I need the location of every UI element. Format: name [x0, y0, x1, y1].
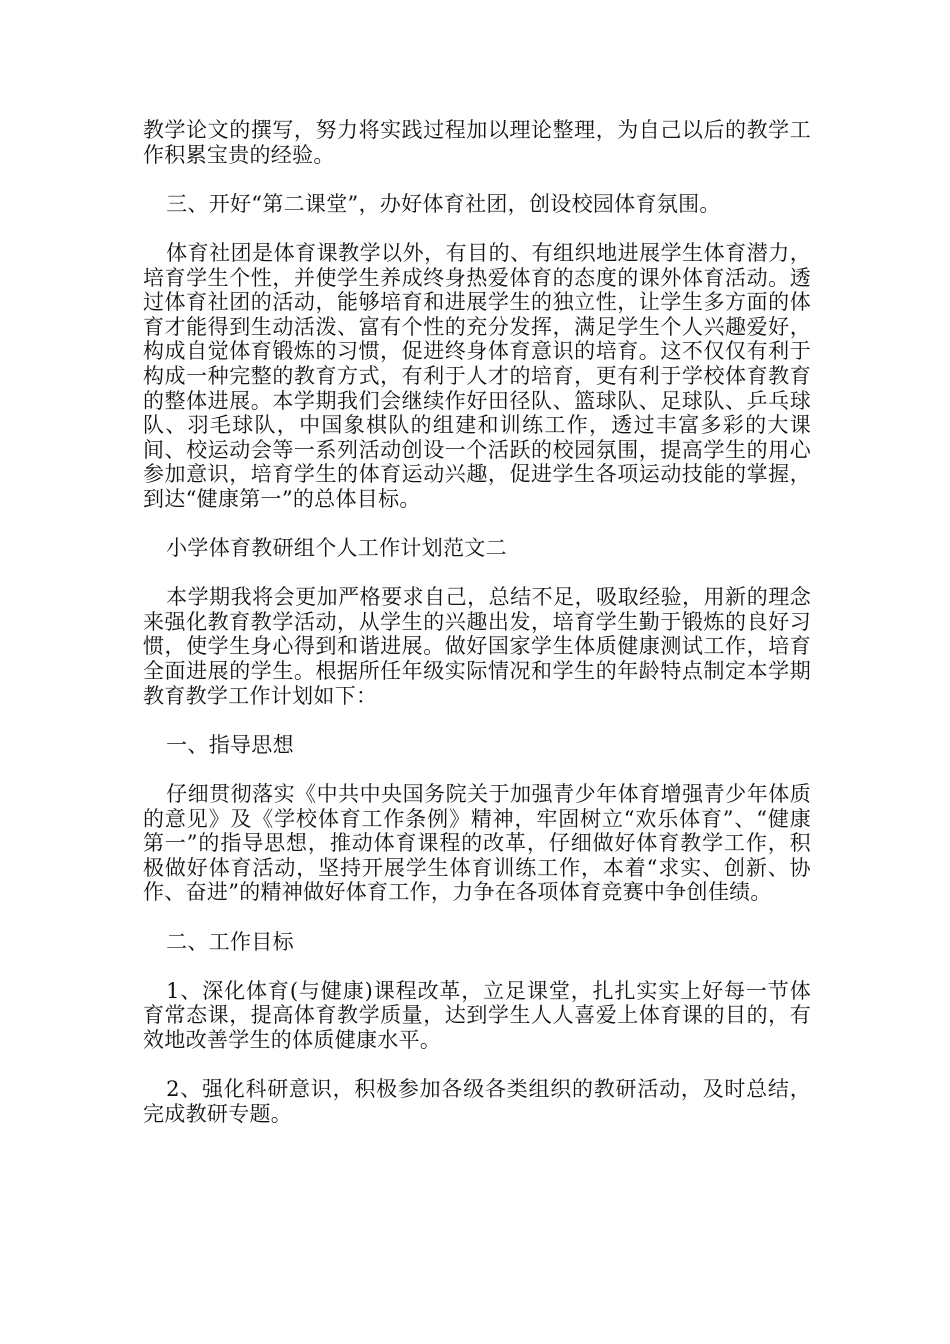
paragraph-continuation: 教学论文的撰写，努力将实践过程加以理论整理，为自己以后的教学工作积累宝贵的经验。	[143, 118, 811, 167]
paragraph-guiding-ideology: 仔细贯彻落实《中共中央国务院关于加强青少年体育增强青少年体质的意见》及《学校体育工作条例》精神，牢固树立“欢乐体育”、“健康第一”的指导思想，推动体育课程的改革，仔细做好体育教学工作，积极做好体育活动，坚持开展学生体育训练工作，本着“求实、创新、协作、奋进”的精神做好体育工作，力争在各项体育竞赛中争创佳绩。	[143, 782, 811, 905]
section-heading-1: 一、指导思想	[166, 732, 294, 757]
goal-item-1: 1、深化体育(与健康)课程改革，立足课堂，扎扎实实上好每一节体育常态课，提高体育教学质量，达到学生人人喜爱上体育课的目的，有效地改善学生的体质健康水平。	[143, 978, 811, 1052]
document-title-2: 小学体育教研组个人工作计划范文二	[166, 536, 507, 561]
section-heading-3: 三、开好“第二课堂”，办好体育社团，创设校园体育氛围。	[166, 191, 721, 216]
paragraph-sports-clubs: 体育社团是体育课教学以外，有目的、有组织地进展学生体育潜力，培育学生个性，并使学生养成终身热爱体育的态度的课外体育活动。透过体育社团的活动，能够培育和进展学生的独立性，让学生多方面的体育才能得到生动活泼、富有个性的充分发挥，满足学生个人兴趣爱好，构成自觉体育锻炼的习惯，促进终身体育意识的培育。这不仅仅有利于构成一种完整的教育方式，有利于人才的培育，更有利于学校体育教育的整体进展。本学期我们会继续作好田径队、篮球队、足球队、乒乓球队、羽毛球队，中国象棋队的组建和训练工作，透过丰富多彩的大课间、校运动会等一系列活动创设一个活跃的校园氛围，提高学生的用心参加意识，培育学生的体育运动兴趣，促进学生各项运动技能的掌握，到达“健康第一”的总体目标。	[143, 240, 811, 511]
goal-item-2: 2、强化科研意识，积极参加各级各类组织的教研活动，及时总结，完成教研专题。	[143, 1077, 811, 1126]
section-heading-2: 二、工作目标	[166, 929, 294, 954]
document-page	[143, 118, 811, 1151]
paragraph-intro: 本学期我将会更加严格要求自己，总结不足，吸取经验，用新的理念来强化教育教学活动，从学生的兴趣出发，培育学生勤于锻炼的良好习惯，使学生身心得到和谐进展。做好国家学生体质健康测试工作，培育全面进展的学生。根据所任年级实际情况和学生的年龄特点制定本学期教育教学工作计划如下：	[143, 585, 811, 708]
